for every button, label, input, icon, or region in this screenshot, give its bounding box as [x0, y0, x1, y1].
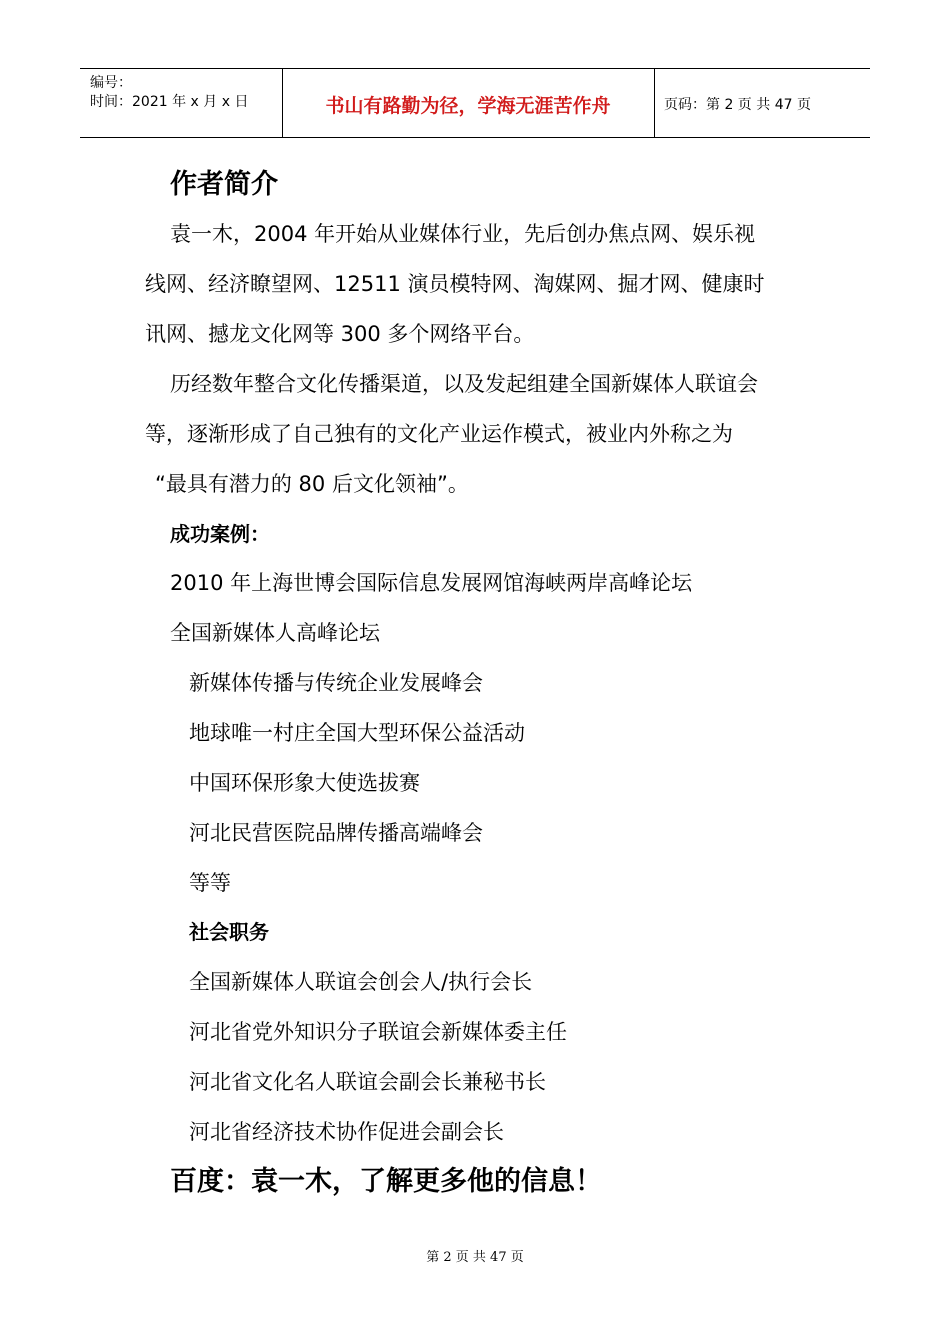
case-item: 等等	[189, 871, 231, 895]
cases-heading: 成功案例：	[170, 522, 270, 546]
header-motto-cell	[282, 69, 655, 137]
header-page-info: 页码：第 2 页 共 47 页	[664, 97, 811, 113]
role-item: 河北省经济技术协作促进会副会长	[189, 1120, 504, 1144]
case-item: 地球唯一村庄全国大型环保公益活动	[189, 721, 525, 745]
header-meta-cell	[80, 69, 283, 137]
header-page-cell	[654, 69, 870, 137]
intro-line: 线网、经济瞭望网、12511 演员模特网、淘媒网、掘才网、健康时	[145, 272, 765, 296]
section-title: 作者简介	[170, 169, 278, 200]
intro-line: 历经数年整合文化传播渠道，以及发起组建全国新媒体人联谊会	[170, 372, 758, 396]
case-item: 河北民营医院品牌传播高端峰会	[189, 821, 483, 845]
intro-line: “最具有潜力的 80 后文化领袖”。	[155, 472, 469, 496]
role-item: 全国新媒体人联谊会创会人/执行会长	[189, 970, 533, 994]
header-time: 时间：2021 年 x 月 x 日	[90, 94, 249, 110]
case-item: 全国新媒体人高峰论坛	[170, 621, 380, 645]
intro-line: 讯网、撼龙文化网等 300 多个网络平台。	[145, 322, 535, 346]
page-footer: 第 2 页 共 47 页	[426, 1250, 524, 1265]
roles-heading: 社会职务	[189, 920, 269, 944]
closing-line: 百度：袁一木，了解更多他的信息！	[170, 1166, 602, 1197]
intro-line: 等，逐渐形成了自己独有的文化产业运作模式，被业内外称之为	[145, 422, 733, 446]
case-item: 新媒体传播与传统企业发展峰会	[189, 671, 483, 695]
role-item: 河北省文化名人联谊会副会长兼秘书长	[189, 1070, 546, 1094]
role-item: 河北省党外知识分子联谊会新媒体委主任	[189, 1020, 567, 1044]
header-number: 编号：	[90, 75, 132, 91]
intro-line: 袁一木，2004 年开始从业媒体行业，先后创办焦点网、娱乐视	[170, 222, 756, 246]
header-motto: 书山有路勤为径，学海无涯苦作舟	[325, 95, 611, 117]
case-item: 2010 年上海世博会国际信息发展网馆海峡两岸高峰论坛	[170, 571, 693, 595]
page-header	[80, 68, 870, 138]
case-item: 中国环保形象大使选拔赛	[189, 771, 420, 795]
